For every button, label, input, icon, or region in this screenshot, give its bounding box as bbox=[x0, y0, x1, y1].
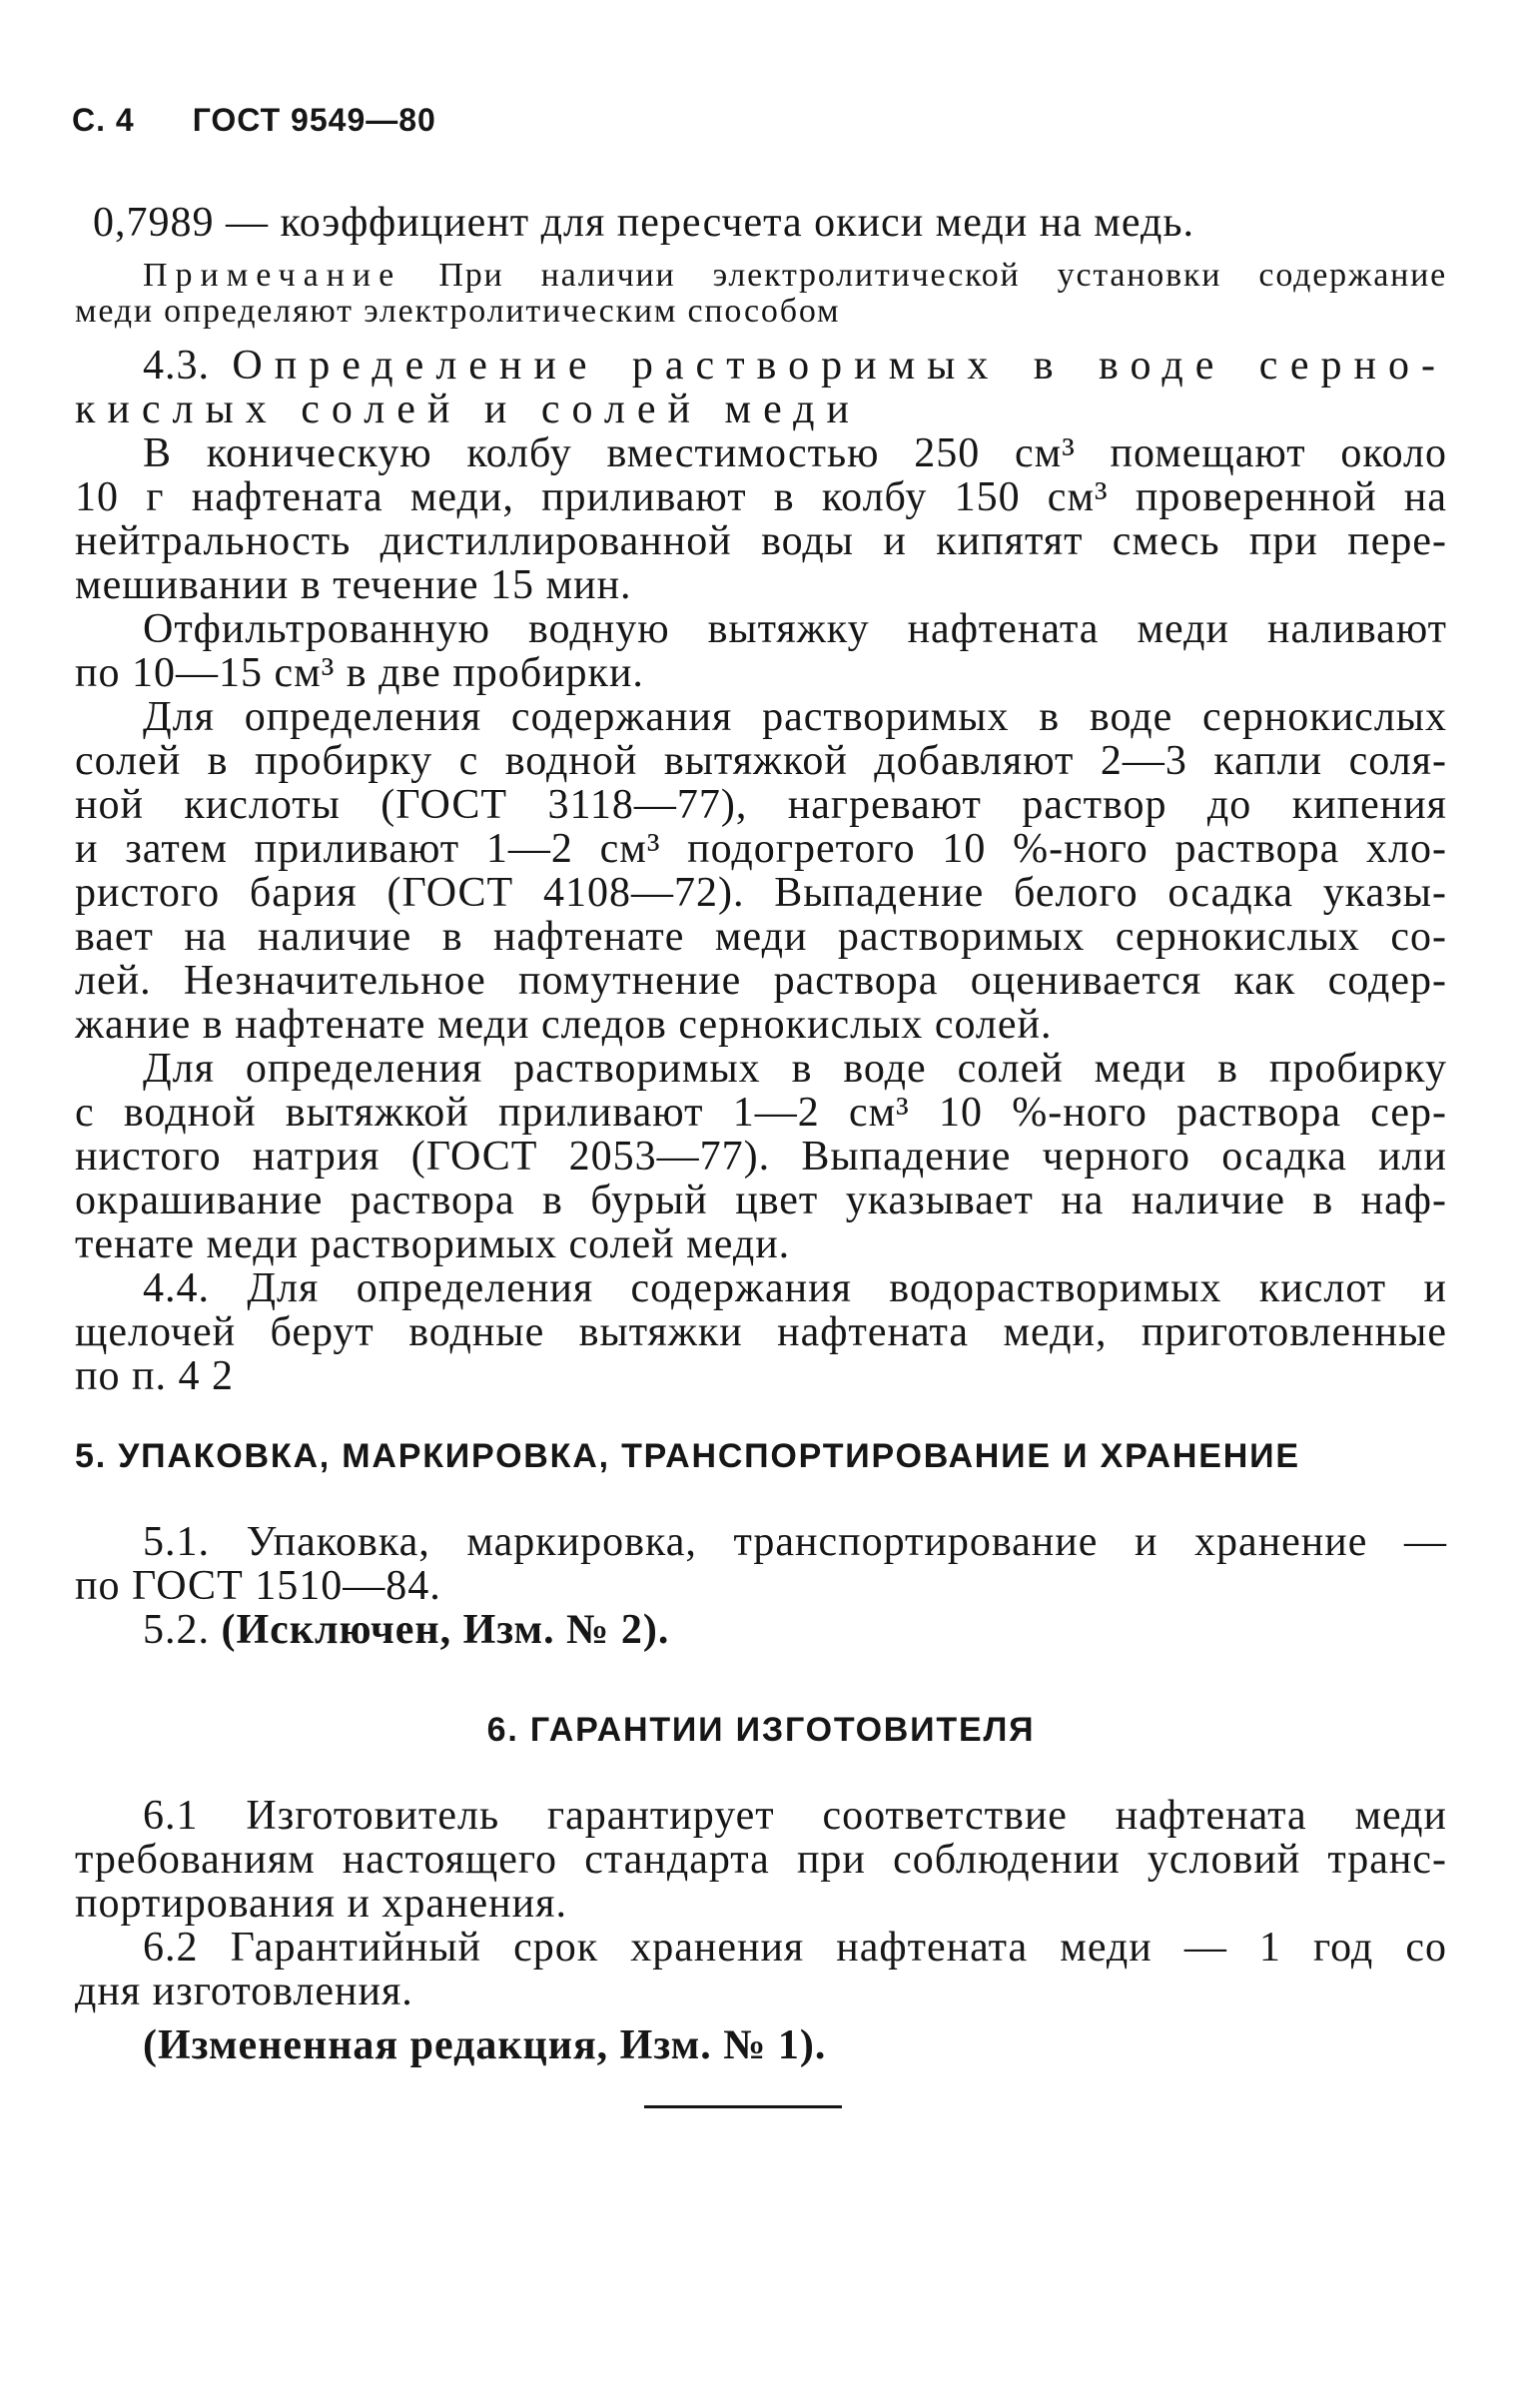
paragraph-line: 6.1 Изготовитель гарантирует соответствие нафтената меди bbox=[143, 1793, 1447, 1839]
clause-number: 4.3. bbox=[143, 343, 210, 389]
page-header bbox=[72, 98, 1447, 142]
note-text-line bbox=[75, 258, 1447, 294]
paragraph bbox=[75, 695, 1447, 1047]
paragraph-line: тенате меди растворимых солей меди. bbox=[75, 1221, 791, 1267]
paragraph-line: по ГОСТ 1510—84. bbox=[75, 1563, 441, 1609]
clause-5-2-number: 5.2. bbox=[143, 1607, 210, 1653]
paragraph-line: жание в нафтенате меди следов сернокислых солей. bbox=[75, 1002, 1053, 1048]
note-block bbox=[75, 258, 1447, 330]
paragraph bbox=[75, 1047, 1447, 1266]
paragraph-line: ной кислоты (ГОСТ 3118—77), нагревают раствор до кипения bbox=[75, 782, 1447, 828]
paragraph-line: нистого натрия (ГОСТ 2053—77). Выпадение черного осадка или bbox=[75, 1134, 1447, 1180]
clause-4-3 bbox=[75, 344, 1447, 1266]
note-text-line: меди определяют электролитическим способом bbox=[75, 293, 841, 330]
paragraph-line: 5.1. Упаковка, маркировка, транспортирование и хранение — bbox=[143, 1519, 1447, 1565]
paragraph-line: Для определения содержания растворимых в воде сернокислых bbox=[143, 694, 1447, 740]
page-number: С. 4 bbox=[72, 102, 135, 138]
paragraph-line: 10 г нафтената меди, приливают в колбу 150 см³ проверенной на bbox=[75, 474, 1447, 520]
paragraph-line: ристого бария (ГОСТ 4108—72). Выпадение белого осадка указы- bbox=[75, 870, 1447, 916]
paragraph-line: вает на наличие в нафтенате меди растворимых сернокислых со- bbox=[75, 914, 1447, 960]
paragraph-line: нейтральность дистиллированной воды и кипятят смесь при пере- bbox=[75, 518, 1447, 564]
section-5-title: 5. УПАКОВКА, МАРКИРОВКА, ТРАНСПОРТИРОВАНИЕ И ХРАНЕНИЕ bbox=[75, 1437, 1300, 1475]
paragraph-line: мешивании в течение 15 мин. bbox=[75, 562, 632, 608]
paragraph-line: по 10—15 см³ в две пробирки. bbox=[75, 650, 644, 696]
paragraph bbox=[75, 431, 1447, 607]
page-content bbox=[72, 98, 1447, 2108]
paragraph bbox=[75, 607, 1447, 695]
clause-6-1 bbox=[75, 1794, 1447, 1926]
paragraph-line: и затем приливают 1—2 см³ подогретого 10 %-ного раствора хло- bbox=[75, 826, 1447, 872]
clause-5-1 bbox=[75, 1520, 1447, 1608]
coefficient-line: 0,7989 — коэффициент для пересчета окиси меди на медь. bbox=[93, 200, 1194, 246]
paragraph-line: Для определения растворимых в воде солей меди в пробирку bbox=[143, 1046, 1447, 1092]
paragraph-line: требованиям настоящего стандарта при соблюдении условий транс- bbox=[75, 1837, 1447, 1883]
paragraph-line: солей в пробирку с водной вытяжкой добавляют 2—3 капли соля- bbox=[75, 738, 1447, 784]
section-6-title: 6. ГАРАНТИИ ИЗГОТОВИТЕЛЯ bbox=[486, 1711, 1036, 1749]
paragraph-line: с водной вытяжкой приливают 1—2 см³ 10 %-ного раствора сер- bbox=[75, 1090, 1447, 1136]
clause-title-line: кислых солей и солей меди bbox=[75, 387, 862, 432]
amendment-note: (Измененная редакция, Изм. № 1). bbox=[143, 2022, 827, 2068]
paragraph-line: окрашивание раствора в бурый цвет указывает на наличие в наф- bbox=[75, 1178, 1447, 1223]
paragraph-line: В коническую колбу вместимостью 250 см³ помещают около bbox=[143, 430, 1447, 476]
clause-6-2 bbox=[75, 1926, 1447, 2013]
end-rule bbox=[644, 2105, 842, 2108]
paragraph-line: 4.4. Для определения содержания водорастворимых кислот и bbox=[143, 1265, 1447, 1311]
clause-5-2-text: (Исключен, Изм. № 2). bbox=[221, 1607, 670, 1653]
paragraph-line: лей. Незначительное помутнение раствора оценивается как содер- bbox=[75, 958, 1447, 1004]
paragraph-line: щелочей берут водные вытяжки нафтената меди, приготовленные bbox=[75, 1309, 1447, 1355]
clause-4-4 bbox=[75, 1266, 1447, 1398]
paragraph-line: 6.2 Гарантийный срок хранения нафтената меди — 1 год со bbox=[143, 1925, 1447, 1971]
clause-5-2 bbox=[75, 1608, 1447, 1652]
standard-designation: ГОСТ 9549—80 bbox=[192, 102, 436, 138]
paragraph-line: Отфильтрованную водную вытяжку нафтената меди наливают bbox=[143, 606, 1447, 652]
paragraph-line: портирования и хранения. bbox=[75, 1881, 567, 1927]
clause-title: Определение растворимых в воде серно- bbox=[232, 343, 1447, 389]
note-text: При наличии электролитической установки содержание bbox=[438, 257, 1447, 294]
paragraph-line: по п. 4 2 bbox=[75, 1353, 234, 1399]
paragraph-line: дня изготовления. bbox=[75, 1969, 413, 2014]
clause-title-line bbox=[75, 344, 1447, 388]
note-label: Примечание bbox=[143, 257, 402, 294]
